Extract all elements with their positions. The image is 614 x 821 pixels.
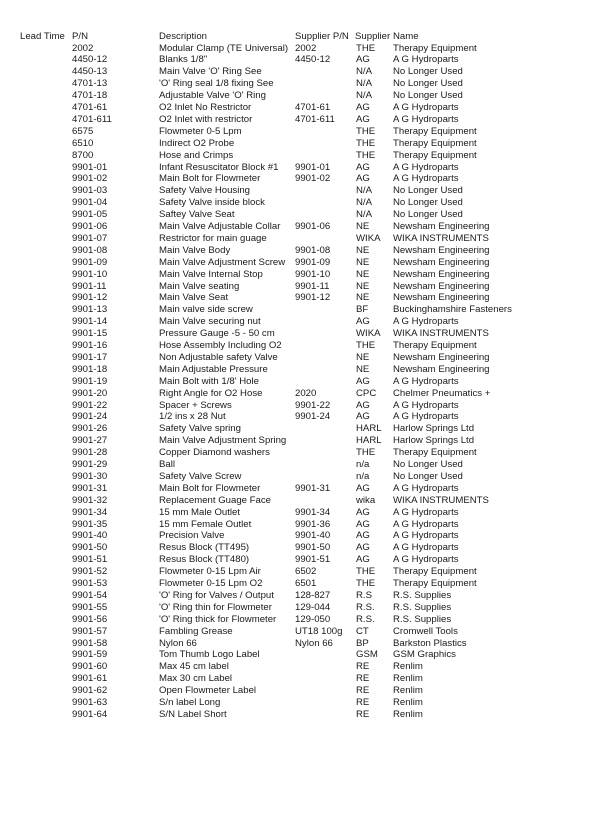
description-cell: Saftey Valve Seat: [159, 209, 235, 221]
supplier-code-cell: NE: [356, 280, 370, 292]
supplier-part-number-cell: 4701-61: [295, 102, 331, 113]
description-cell: Adjustable Valve 'O' Ring: [159, 90, 266, 102]
description-cell: Fambling Grease: [159, 625, 233, 637]
supplier-part-number-cell: 2002: [295, 42, 317, 54]
supplier-code-cell: GSM: [356, 649, 378, 661]
supplier-name-cell: A G Hydroparts: [393, 316, 459, 328]
supplier-code-cell: AG: [356, 316, 370, 328]
part-number-cell: 9901-56: [72, 613, 108, 625]
supplier-code-cell: RE: [356, 685, 370, 697]
part-number-cell: 9901-26: [72, 423, 108, 435]
description-cell: Modular Clamp (TE Universal): [159, 42, 289, 54]
description-cell: Resus Block (TT480): [159, 554, 250, 566]
supplier-code-cell: BP: [356, 637, 369, 649]
supplier-name-cell: Therapy Equipment: [393, 340, 477, 351]
supplier-name-cell: Therapy Equipment: [393, 137, 477, 149]
part-number-cell: 9901-31: [72, 482, 108, 494]
description-cell: Main Valve Adjustable Collar: [159, 221, 281, 232]
supplier-name-cell: Renlim: [393, 661, 423, 673]
part-number-cell: 9901-40: [72, 530, 108, 542]
supplier-name-cell: WIKA INSTRUMENTS: [393, 232, 489, 244]
part-number-cell: 9901-34: [72, 506, 108, 518]
supplier-name-cell: Harlow Springs Ltd: [393, 435, 475, 447]
supplier-code-cell: NE: [356, 221, 370, 232]
description-cell: Indirect O2 Probe: [159, 137, 235, 149]
supplier-part-number-cell: 9901-11: [295, 280, 330, 292]
supplier-name-cell: Newsham Engineering: [393, 292, 490, 304]
description-cell: O2 Inlet with restrictor: [159, 113, 253, 125]
header-description: Description: [159, 31, 207, 42]
description-cell: Resus Block (TT495): [159, 542, 250, 554]
description-cell: Safety Valve Screw: [159, 470, 242, 482]
supplier-code-cell: N/A: [356, 185, 372, 197]
supplier-part-number-cell: 9901-06: [295, 221, 331, 232]
supplier-name-cell: A G Hydroparts: [393, 113, 459, 125]
part-number-cell: 6575: [72, 125, 94, 137]
part-number-cell: 9901-59: [72, 649, 108, 661]
supplier-code-cell: N/A: [356, 66, 372, 78]
supplier-name-cell: Newsham Engineering: [393, 351, 490, 363]
supplier-part-number-cell: 9901-36: [295, 518, 331, 530]
part-number-cell: 9901-63: [72, 697, 108, 708]
part-number-cell: 9901-05: [72, 209, 108, 221]
part-number-cell: 9901-32: [72, 494, 108, 506]
supplier-code-cell: RE: [356, 673, 370, 685]
description-cell: Ball: [159, 459, 175, 470]
supplier-name-cell: Renlim: [393, 685, 423, 697]
description-cell: Main Bolt with 1/8' Hole: [159, 375, 259, 387]
supplier-part-number-cell: 9901-01: [295, 161, 331, 173]
supplier-part-number-cell: UT18 100g: [295, 625, 343, 637]
supplier-code-cell: AG: [356, 161, 370, 173]
description-cell: Copper Diamond washers: [159, 447, 270, 459]
description-cell: Main Valve 'O' Ring See: [159, 66, 262, 78]
supplier-name-cell: A G Hydroparts: [393, 375, 459, 387]
part-number-cell: 4450-13: [72, 66, 108, 78]
part-number-cell: 9901-08: [72, 244, 108, 256]
supplier-code-cell: AG: [356, 54, 370, 66]
supplier-name-cell: Newsham Engineering: [393, 244, 490, 256]
supplier-code-cell: wika: [356, 494, 376, 506]
description-cell: 'O' Ring for Valves / Output: [159, 589, 274, 601]
supplier-name-cell: A G Hydroparts: [393, 554, 459, 566]
supplier-code-cell: HARL: [356, 435, 382, 447]
description-cell: 15 mm Male Outlet: [159, 506, 241, 518]
part-number-cell: 9901-10: [72, 268, 108, 280]
description-cell: Main valve side screw: [159, 304, 253, 316]
supplier-part-number-cell: 129-050: [295, 613, 331, 625]
part-number-cell: 9901-12: [72, 292, 108, 304]
supplier-code-cell: AG: [356, 113, 370, 125]
supplier-name-cell: Harlow Springs Ltd: [393, 423, 475, 435]
description-cell: Infant Resuscitator Block #1: [159, 161, 279, 173]
supplier-code-cell: CT: [356, 625, 369, 637]
supplier-code-cell: THE: [356, 42, 376, 54]
header-supplier-pn: Supplier P/N: [295, 31, 349, 42]
supplier-name-cell: Renlim: [393, 673, 423, 685]
supplier-code-cell: RE: [356, 697, 370, 708]
supplier-part-number-cell: 4701-611: [295, 113, 335, 125]
supplier-name-cell: No Longer Used: [393, 209, 463, 221]
supplier-name-cell: No Longer Used: [393, 90, 463, 102]
supplier-name-cell: Newsham Engineering: [393, 256, 490, 268]
supplier-code-cell: NE: [356, 351, 370, 363]
supplier-code-cell: NE: [356, 292, 370, 304]
description-cell: Max 45 cm label: [159, 661, 229, 673]
supplier-name-cell: No Longer Used: [393, 66, 463, 78]
part-number-cell: 4701-18: [72, 90, 108, 102]
description-cell: Main Valve securing nut: [159, 316, 261, 328]
description-cell: Hose and Crimps: [159, 149, 234, 161]
description-cell: Main Valve Internal Stop: [159, 268, 263, 280]
description-cell: Tom Thumb Logo Label: [159, 649, 260, 661]
supplier-part-number-cell: 9901-09: [295, 256, 331, 268]
description-cell: S/n label Long: [159, 697, 221, 708]
description-cell: Flowmeter 0-5 Lpm: [159, 125, 242, 137]
description-cell: Replacement Guage Face: [159, 494, 271, 506]
supplier-code-cell: AG: [356, 542, 370, 554]
part-number-cell: 9901-29: [72, 459, 108, 470]
supplier-code-cell: AG: [356, 173, 370, 185]
supplier-name-cell: Newsham Engineering: [393, 268, 490, 280]
supplier-code-cell: THE: [356, 447, 376, 459]
supplier-code-cell: N/A: [356, 78, 372, 90]
part-number-cell: 9901-22: [72, 399, 108, 411]
part-number-cell: 9901-19: [72, 375, 108, 387]
part-number-cell: 9901-54: [72, 589, 108, 601]
description-cell: Safety Valve inside block: [159, 197, 265, 209]
part-number-cell: 8700: [72, 149, 94, 161]
part-number-cell: 9901-64: [72, 708, 108, 720]
supplier-part-number-cell: 9901-08: [295, 244, 331, 256]
description-cell: Max 30 cm Label: [159, 673, 233, 685]
supplier-name-cell: Therapy Equipment: [393, 578, 477, 589]
supplier-code-cell: HARL: [356, 423, 382, 435]
description-cell: 'O' Ring thick for Flowmeter: [159, 613, 277, 625]
header-pn: P/N: [72, 31, 88, 42]
supplier-part-number-cell: 9901-24: [295, 411, 331, 423]
description-cell: Main Valve Seat: [159, 292, 229, 304]
supplier-name-cell: R.S. Supplies: [393, 601, 452, 613]
part-number-cell: 9901-55: [72, 601, 108, 613]
description-cell: Hose Assembly Including O2: [159, 340, 282, 351]
description-cell: Main Valve Adjustment Spring: [159, 435, 287, 447]
supplier-name-cell: Chelmer Pneumatics +: [393, 387, 491, 399]
description-cell: Main Valve Adjustment Screw: [159, 256, 286, 268]
part-number-cell: 9901-18: [72, 363, 108, 375]
supplier-name-cell: A G Hydroparts: [393, 506, 459, 518]
part-number-cell: 9901-17: [72, 351, 108, 363]
supplier-name-cell: Therapy Equipment: [393, 447, 477, 459]
supplier-name-cell: Therapy Equipment: [393, 125, 477, 137]
part-number-cell: 9901-28: [72, 447, 108, 459]
part-number-cell: 9901-57: [72, 625, 108, 637]
supplier-code-cell: BF: [356, 304, 369, 316]
supplier-code-cell: THE: [356, 566, 376, 578]
supplier-code-cell: THE: [356, 340, 376, 351]
supplier-name-cell: R.S. Supplies: [393, 589, 452, 601]
description-cell: 'O' Ring thin for Flowmeter: [159, 601, 272, 613]
supplier-name-cell: Newsham Engineering: [393, 363, 490, 375]
supplier-part-number-cell: 9901-40: [295, 530, 331, 542]
supplier-name-cell: No Longer Used: [393, 78, 463, 90]
supplier-code-cell: WIKA: [356, 232, 381, 244]
part-number-cell: 9901-62: [72, 685, 108, 697]
supplier-name-cell: No Longer Used: [393, 470, 463, 482]
supplier-code-cell: NE: [356, 244, 370, 256]
supplier-code-cell: R.S.: [356, 613, 375, 625]
supplier-name-cell: Cromwell Tools: [393, 625, 458, 637]
part-number-cell: 9901-60: [72, 661, 108, 673]
supplier-code-cell: R.S: [356, 589, 372, 601]
supplier-part-number-cell: 9901-10: [295, 268, 331, 280]
part-number-cell: 9901-04: [72, 197, 108, 209]
part-number-cell: 9901-03: [72, 185, 108, 197]
supplier-name-cell: WIKA INSTRUMENTS: [393, 328, 489, 340]
supplier-part-number-cell: 128-827: [295, 589, 331, 601]
supplier-part-number-cell: 9901-02: [295, 173, 331, 185]
supplier-code-cell: n/a: [356, 470, 370, 482]
supplier-part-number-cell: 129-044: [295, 601, 331, 613]
description-cell: Safety Valve spring: [159, 423, 241, 435]
part-number-cell: 9901-02: [72, 173, 108, 185]
supplier-part-number-cell: 9901-31: [295, 482, 331, 494]
supplier-name-cell: A G Hydroparts: [393, 542, 459, 554]
description-cell: Nylon 66: [159, 637, 197, 649]
supplier-code-cell: n/a: [356, 459, 370, 470]
part-number-cell: 4450-12: [72, 54, 108, 66]
supplier-name-cell: No Longer Used: [393, 459, 463, 470]
part-number-cell: 9901-20: [72, 387, 108, 399]
description-cell: 15 mm Female Outlet: [159, 518, 252, 530]
description-cell: Non Adjustable safety Valve: [159, 351, 278, 363]
supplier-code-cell: AG: [356, 482, 370, 494]
part-number-cell: 9901-01: [72, 161, 108, 173]
supplier-part-number-cell: 9901-22: [295, 399, 331, 411]
supplier-name-cell: No Longer Used: [393, 197, 463, 209]
part-number-cell: 9901-35: [72, 518, 108, 530]
supplier-code-cell: AG: [356, 411, 370, 423]
part-number-cell: 9901-58: [72, 637, 108, 649]
part-number-cell: 9901-24: [72, 411, 108, 423]
supplier-code-cell: AG: [356, 530, 370, 542]
description-cell: Precision Valve: [159, 530, 225, 542]
description-cell: Main Bolt for Flowmeter: [159, 173, 261, 185]
header-lead-time: Lead Time: [20, 31, 65, 42]
description-cell: Spacer + Screws: [159, 399, 232, 411]
supplier-part-number-cell: 6501: [295, 578, 317, 589]
description-cell: Main Adjustable Pressure: [159, 363, 268, 375]
supplier-name-cell: Buckinghamshire Fasteners: [393, 304, 512, 316]
supplier-name-cell: Barkston Plastics: [393, 637, 467, 649]
description-cell: 1/2 ins x 28 Nut: [159, 411, 226, 423]
description-cell: Main Valve seating: [159, 280, 240, 292]
supplier-part-number-cell: 2020: [295, 387, 317, 399]
supplier-name-cell: A G Hydroparts: [393, 411, 459, 423]
supplier-code-cell: THE: [356, 125, 376, 137]
part-number-cell: 9901-07: [72, 232, 108, 244]
description-cell: Flowmeter 0-15 Lpm Air: [159, 566, 261, 578]
description-cell: Flowmeter 0-15 Lpm O2: [159, 578, 263, 589]
part-number-cell: 9901-30: [72, 470, 108, 482]
supplier-name-cell: R.S. Supplies: [393, 613, 452, 625]
description-cell: Pressure Gauge -5 - 50 cm: [159, 328, 275, 340]
supplier-name-cell: A G Hydroparts: [393, 518, 459, 530]
supplier-code-cell: THE: [356, 578, 376, 589]
header-name: Name: [393, 31, 419, 42]
supplier-code-cell: THE: [356, 149, 376, 161]
supplier-name-cell: Renlim: [393, 708, 423, 720]
supplier-name-cell: A G Hydroparts: [393, 399, 459, 411]
supplier-name-cell: A G Hydroparts: [393, 530, 459, 542]
supplier-part-number-cell: 9901-12: [295, 292, 331, 304]
supplier-code-cell: RE: [356, 708, 370, 720]
supplier-name-cell: A G Hydroparts: [393, 102, 459, 113]
description-cell: Safety Valve Housing: [159, 185, 251, 197]
part-number-cell: 9901-13: [72, 304, 108, 316]
supplier-code-cell: NE: [356, 268, 370, 280]
part-number-cell: 9901-50: [72, 542, 108, 554]
supplier-part-number-cell: Nylon 66: [295, 637, 333, 649]
description-cell: Right Angle for O2 Hose: [159, 387, 263, 399]
part-number-cell: 9901-52: [72, 566, 108, 578]
supplier-part-number-cell: 9901-51: [295, 554, 331, 566]
part-number-cell: 4701-611: [72, 113, 112, 125]
part-number-cell: 4701-61: [72, 102, 108, 113]
supplier-code-cell: N/A: [356, 90, 372, 102]
supplier-name-cell: A G Hydroparts: [393, 482, 459, 494]
supplier-name-cell: WIKA INSTRUMENTS: [393, 494, 489, 506]
supplier-name-cell: A G Hydroparts: [393, 173, 459, 185]
description-cell: S/N Label Short: [159, 708, 227, 720]
supplier-name-cell: Newsham Engineering: [393, 221, 490, 232]
supplier-code-cell: WIKA: [356, 328, 381, 340]
part-number-cell: 9901-06: [72, 221, 108, 232]
supplier-name-cell: Therapy Equipment: [393, 42, 477, 54]
supplier-code-cell: AG: [356, 375, 370, 387]
supplier-code-cell: R.S.: [356, 601, 375, 613]
supplier-code-cell: N/A: [356, 197, 372, 209]
header-supplier: Supplier: [355, 31, 391, 42]
supplier-name-cell: Therapy Equipment: [393, 149, 477, 161]
part-number-cell: 9901-11: [72, 280, 107, 292]
description-cell: 'O' Ring seal 1/8 fixing See: [159, 78, 274, 90]
supplier-name-cell: Renlim: [393, 697, 423, 708]
supplier-name-cell: GSM Graphics: [393, 649, 456, 661]
description-cell: O2 Inlet No Restrictor: [159, 102, 252, 113]
supplier-code-cell: AG: [356, 399, 370, 411]
part-number-cell: 9901-53: [72, 578, 108, 589]
supplier-code-cell: RE: [356, 661, 370, 673]
supplier-name-cell: Therapy Equipment: [393, 566, 477, 578]
supplier-code-cell: AG: [356, 554, 370, 566]
part-number-cell: 2002: [72, 42, 94, 54]
supplier-code-cell: CPC: [356, 387, 377, 399]
supplier-name-cell: A G Hydroparts: [393, 161, 459, 173]
description-cell: Open Flowmeter Label: [159, 685, 257, 697]
part-number-cell: 9901-14: [72, 316, 108, 328]
supplier-name-cell: Newsham Engineering: [393, 280, 490, 292]
part-number-cell: 9901-51: [72, 554, 108, 566]
supplier-part-number-cell: 6502: [295, 566, 317, 578]
part-number-cell: 9901-16: [72, 340, 108, 351]
supplier-code-cell: NE: [356, 363, 370, 375]
supplier-code-cell: N/A: [356, 209, 372, 221]
supplier-name-cell: No Longer Used: [393, 185, 463, 197]
description-cell: Main Bolt for Flowmeter: [159, 482, 261, 494]
supplier-code-cell: THE: [356, 137, 376, 149]
part-number-cell: 9901-15: [72, 328, 108, 340]
part-number-cell: 6510: [72, 137, 94, 149]
part-number-cell: 4701-13: [72, 78, 108, 90]
supplier-code-cell: AG: [356, 102, 370, 113]
description-cell: Blanks 1/8": [159, 54, 208, 66]
supplier-code-cell: AG: [356, 518, 370, 530]
part-number-cell: 9901-61: [72, 673, 108, 685]
supplier-code-cell: AG: [356, 506, 370, 518]
description-cell: Restrictor for main guage: [159, 232, 267, 244]
description-cell: Main Valve Body: [159, 244, 231, 256]
part-number-cell: 9901-27: [72, 435, 108, 447]
supplier-part-number-cell: 4450-12: [295, 54, 331, 66]
supplier-part-number-cell: 9901-34: [295, 506, 331, 518]
supplier-code-cell: NE: [356, 256, 370, 268]
part-number-cell: 9901-09: [72, 256, 108, 268]
supplier-part-number-cell: 9901-50: [295, 542, 331, 554]
supplier-name-cell: A G Hydroparts: [393, 54, 459, 66]
